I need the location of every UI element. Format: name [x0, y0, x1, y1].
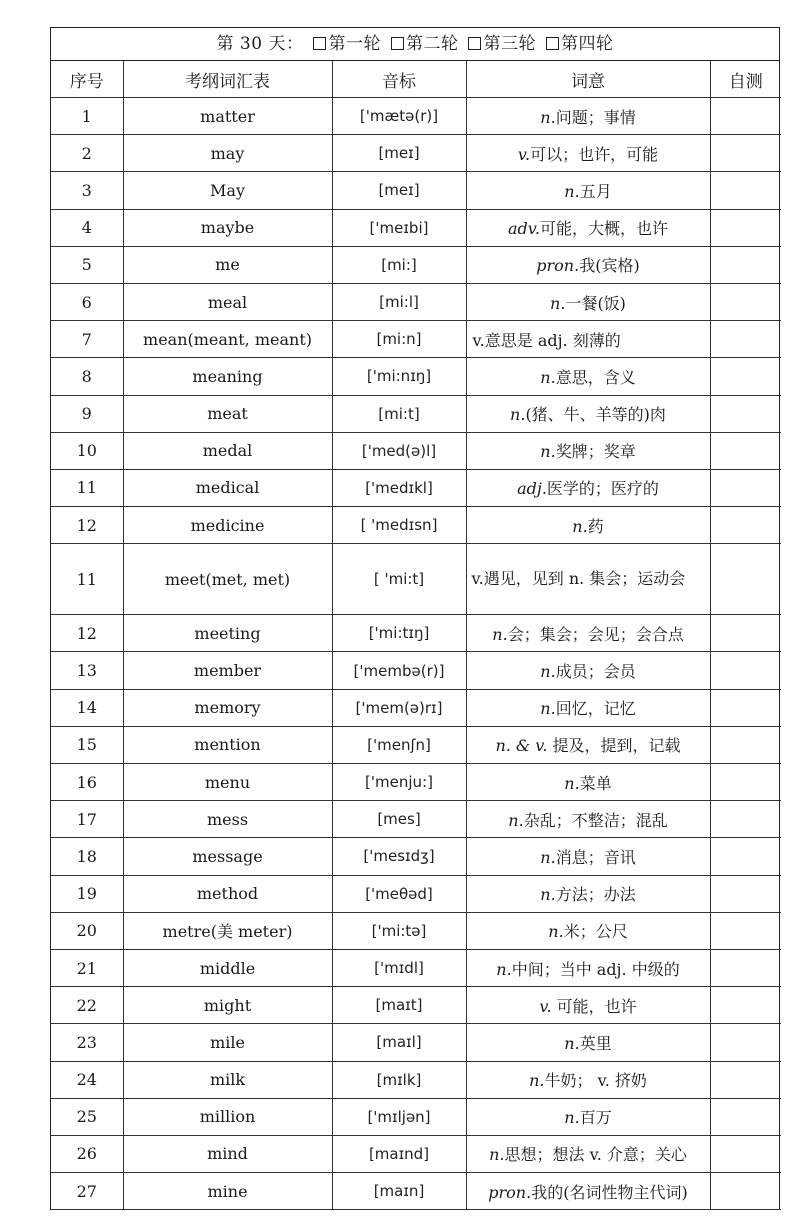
table-row: [51, 1135, 781, 1172]
definition-text: 回忆，记忆: [555, 699, 636, 719]
round-2-label: 第二轮: [405, 34, 459, 54]
meaning: [466, 432, 710, 469]
word: might: [123, 987, 332, 1024]
definition-text: 会；集会；会见；会合点: [507, 624, 684, 644]
part-of-speech: n.: [540, 107, 556, 127]
meaning: [466, 135, 710, 172]
part-of-speech: pron.: [488, 1182, 532, 1202]
row-number: 19: [51, 875, 123, 912]
table-row: [51, 801, 781, 838]
table-row: [51, 615, 781, 652]
word: mine: [123, 1173, 332, 1210]
part-of-speech: n.: [540, 847, 556, 867]
row-number: 4: [51, 209, 123, 246]
phonetic: ['menju:]: [332, 764, 466, 801]
part-of-speech: n.: [550, 293, 566, 313]
meaning: [466, 1098, 710, 1135]
phonetic: ['menʃn]: [332, 726, 466, 763]
row-number: 9: [51, 395, 123, 432]
part-of-speech: n. & v.: [495, 736, 548, 756]
part-of-speech: n.: [508, 810, 524, 830]
row-number: 12: [51, 507, 123, 544]
row-number: 25: [51, 1098, 123, 1135]
definition-text: 百万: [579, 1108, 612, 1128]
part-of-speech: n.: [496, 959, 512, 979]
table-row: [51, 469, 781, 506]
meaning: [466, 801, 710, 838]
part-of-speech: n.: [564, 773, 580, 793]
self-test-cell[interactable]: [710, 949, 781, 986]
part-of-speech: adj.: [517, 479, 547, 499]
definition-text: 杂乱；不整洁；混乱: [523, 810, 668, 830]
row-number: 15: [51, 726, 123, 763]
word: method: [123, 875, 332, 912]
definition-text: v.遇见，见到 n. 集会；运动会: [471, 569, 686, 589]
phonetic: ['mɪdl]: [332, 949, 466, 986]
row-number: 12: [51, 615, 123, 652]
phonetic: [mi:n]: [332, 321, 466, 358]
row-number: 21: [51, 949, 123, 986]
phonetic: ['mi:tɪŋ]: [332, 615, 466, 652]
checkbox-round-1[interactable]: [313, 37, 326, 50]
col-header-number: 序号: [51, 61, 123, 98]
row-number: 13: [51, 652, 123, 689]
meaning: [466, 395, 710, 432]
phonetic: [mɪlk]: [332, 1061, 466, 1098]
self-test-cell[interactable]: [710, 1135, 781, 1172]
part-of-speech: n.: [564, 181, 580, 201]
self-test-cell[interactable]: [710, 652, 781, 689]
phonetic: ['mi:tə]: [332, 912, 466, 949]
row-number: 7: [51, 321, 123, 358]
table-row: [51, 507, 781, 544]
self-test-cell[interactable]: [710, 283, 781, 320]
table-row: [51, 726, 781, 763]
meaning: [466, 949, 710, 986]
part-of-speech: n.: [564, 1108, 580, 1128]
word: mind: [123, 1135, 332, 1172]
table-row: [51, 544, 781, 615]
self-test-cell[interactable]: [710, 544, 781, 615]
round-1-label: 第一轮: [328, 34, 381, 54]
word: mile: [123, 1024, 332, 1061]
table-row: [51, 689, 781, 726]
phonetic: ['meθəd]: [332, 875, 466, 912]
part-of-speech: n.: [540, 885, 556, 905]
definition-text: 药: [587, 516, 604, 536]
word: message: [123, 838, 332, 875]
definition-text: 我(宾格): [579, 256, 640, 276]
phonetic: [mes]: [332, 801, 466, 838]
definition-text: 英里: [579, 1033, 612, 1053]
table-row: [51, 135, 781, 172]
table-row: [51, 987, 781, 1024]
row-number: 16: [51, 764, 123, 801]
table-row: [51, 1173, 781, 1210]
part-of-speech: n.: [492, 624, 508, 644]
row-number: 11: [51, 469, 123, 506]
definition-text: (猪、牛、羊等的)肉: [525, 405, 666, 425]
row-number: 26: [51, 1135, 123, 1172]
table-row: [51, 1098, 781, 1135]
part-of-speech: n.: [540, 699, 556, 719]
self-test-cell[interactable]: [710, 1098, 781, 1135]
phonetic: [mi:l]: [332, 283, 466, 320]
definition-text: 奖牌；奖章: [555, 442, 636, 462]
table-row: [51, 283, 781, 320]
definition-text: 五月: [579, 181, 612, 201]
meaning: [466, 209, 710, 246]
meaning: [466, 507, 710, 544]
part-of-speech: n.: [540, 367, 556, 387]
row-number: 5: [51, 246, 123, 283]
word: middle: [123, 949, 332, 986]
definition-text: 提及，提到，记载: [547, 736, 681, 756]
self-test-cell[interactable]: [710, 1173, 781, 1210]
word: meeting: [123, 615, 332, 652]
table-row: [51, 432, 781, 469]
row-number: 2: [51, 135, 123, 172]
table-row: [51, 949, 781, 986]
self-test-cell[interactable]: [710, 912, 781, 949]
row-number: 22: [51, 987, 123, 1024]
meaning: [466, 321, 710, 358]
self-test-cell[interactable]: [710, 689, 781, 726]
meaning: [466, 764, 710, 801]
meaning: [466, 838, 710, 875]
day-label: 第 30 天：: [216, 34, 304, 54]
part-of-speech: v.: [517, 144, 531, 164]
row-number: 10: [51, 432, 123, 469]
self-test-cell[interactable]: [710, 358, 781, 395]
meaning: [466, 689, 710, 726]
self-test-cell[interactable]: [710, 469, 781, 506]
self-test-cell[interactable]: [710, 801, 781, 838]
part-of-speech: n.: [510, 405, 526, 425]
meaning: [466, 912, 710, 949]
phonetic: [ 'medɪsn]: [332, 507, 466, 544]
definition-text: 米；公尺: [563, 922, 628, 942]
word: million: [123, 1098, 332, 1135]
phonetic: ['membə(r)]: [332, 652, 466, 689]
table-row: [51, 395, 781, 432]
self-test-cell[interactable]: [710, 135, 781, 172]
word: metre(美 meter): [123, 912, 332, 949]
definition-text: 消息；音讯: [555, 847, 636, 867]
meaning: [466, 1173, 710, 1210]
meaning: [466, 283, 710, 320]
definition-text: v.意思是 adj. 刻薄的: [472, 330, 621, 350]
word: memory: [123, 689, 332, 726]
part-of-speech: n.: [548, 922, 564, 942]
round-3-label: 第三轮: [483, 34, 536, 54]
definition-text: 牛奶； v. 挤奶: [544, 1071, 647, 1091]
meaning: [466, 615, 710, 652]
self-test-cell[interactable]: [710, 987, 781, 1024]
part-of-speech: adv.: [507, 219, 540, 239]
part-of-speech: n.: [489, 1145, 505, 1165]
word: menu: [123, 764, 332, 801]
table-row: [51, 209, 781, 246]
meaning: [466, 246, 710, 283]
phonetic: [maɪn]: [332, 1173, 466, 1210]
table-row: [51, 838, 781, 875]
word: meaning: [123, 358, 332, 395]
self-test-cell[interactable]: [710, 395, 781, 432]
meaning: [466, 652, 710, 689]
definition-text: 可能，大概，也许: [540, 219, 669, 239]
self-test-cell[interactable]: [710, 1061, 781, 1098]
row-number: 24: [51, 1061, 123, 1098]
table-row: [51, 912, 781, 949]
col-header-self-test: 自测: [710, 61, 781, 98]
vocabulary-sheet: [50, 27, 780, 1210]
table-row: [51, 652, 781, 689]
definition-text: 方法；办法: [555, 885, 636, 905]
word: milk: [123, 1061, 332, 1098]
row-number: 14: [51, 689, 123, 726]
phonetic: [ 'mi:t]: [332, 544, 466, 615]
meaning: [466, 98, 710, 135]
word: maybe: [123, 209, 332, 246]
row-number: 17: [51, 801, 123, 838]
table-row: [51, 172, 781, 209]
definition-text: 可能，也许: [551, 996, 637, 1016]
meaning: [466, 987, 710, 1024]
word: medal: [123, 432, 332, 469]
self-test-cell[interactable]: [710, 764, 781, 801]
part-of-speech: n.: [529, 1071, 545, 1091]
word: mean(meant, meant): [123, 321, 332, 358]
row-number: 1: [51, 98, 123, 135]
phonetic: ['mi:nɪŋ]: [332, 358, 466, 395]
word: matter: [123, 98, 332, 135]
definition-text: 菜单: [579, 773, 612, 793]
col-header-meaning: 词意: [466, 61, 710, 98]
phonetic: ['med(ə)l]: [332, 432, 466, 469]
meaning: [466, 1135, 710, 1172]
word: meet(met, met): [123, 544, 332, 615]
word: may: [123, 135, 332, 172]
meaning: [466, 1024, 710, 1061]
meaning: [466, 172, 710, 209]
table-row: [51, 875, 781, 912]
definition-text: 医学的；医疗的: [546, 479, 659, 499]
table-row: [51, 321, 781, 358]
self-test-cell[interactable]: [710, 615, 781, 652]
self-test-cell[interactable]: [710, 432, 781, 469]
self-test-cell[interactable]: [710, 875, 781, 912]
definition-text: 一餐(饭): [565, 293, 626, 313]
meaning: [466, 544, 710, 615]
row-number: 20: [51, 912, 123, 949]
day-header: [51, 28, 779, 61]
definition-text: 我的(名词性物主代词): [531, 1182, 688, 1202]
meaning: [466, 726, 710, 763]
row-number: 8: [51, 358, 123, 395]
table-row: [51, 1061, 781, 1098]
definition-text: 可以；也许，可能: [530, 144, 659, 164]
part-of-speech: n.: [564, 1033, 580, 1053]
word: medicine: [123, 507, 332, 544]
word: me: [123, 246, 332, 283]
phonetic: ['mem(ə)rɪ]: [332, 689, 466, 726]
phonetic: [maɪnd]: [332, 1135, 466, 1172]
phonetic: [maɪl]: [332, 1024, 466, 1061]
self-test-cell[interactable]: [710, 507, 781, 544]
self-test-cell[interactable]: [710, 321, 781, 358]
table-row: [51, 358, 781, 395]
vocabulary-table: [51, 61, 781, 1210]
table-header-row: [51, 61, 781, 98]
self-test-cell[interactable]: [710, 838, 781, 875]
self-test-cell[interactable]: [710, 246, 781, 283]
part-of-speech: n.: [572, 516, 588, 536]
self-test-cell[interactable]: [710, 172, 781, 209]
definition-text: 中间；当中 adj. 中级的: [511, 959, 680, 979]
row-number: 18: [51, 838, 123, 875]
meaning: [466, 469, 710, 506]
meaning: [466, 358, 710, 395]
part-of-speech: n.: [540, 662, 556, 682]
table-row: [51, 764, 781, 801]
phonetic: [meɪ]: [332, 135, 466, 172]
meaning: [466, 1061, 710, 1098]
self-test-cell[interactable]: [710, 209, 781, 246]
row-number: 27: [51, 1173, 123, 1210]
word: mess: [123, 801, 332, 838]
phonetic: ['mɪljən]: [332, 1098, 466, 1135]
row-number: 11: [51, 544, 123, 615]
checkbox-round-4[interactable]: [546, 37, 559, 50]
definition-text: 思想；想法 v. 介意；关心: [504, 1145, 687, 1165]
phonetic: ['medɪkl]: [332, 469, 466, 506]
meaning: [466, 875, 710, 912]
phonetic: [mi:t]: [332, 395, 466, 432]
definition-text: 问题；事情: [555, 107, 636, 127]
col-header-word: 考纲词汇表: [123, 61, 332, 98]
checkbox-round-2[interactable]: [391, 37, 404, 50]
phonetic: [maɪt]: [332, 987, 466, 1024]
self-test-cell[interactable]: [710, 98, 781, 135]
round-4-label: 第四轮: [560, 34, 614, 54]
word: medical: [123, 469, 332, 506]
table-row: [51, 98, 781, 135]
row-number: 3: [51, 172, 123, 209]
table-row: [51, 1024, 781, 1061]
word: meat: [123, 395, 332, 432]
word: May: [123, 172, 332, 209]
phonetic: ['mesɪdʒ]: [332, 838, 466, 875]
col-header-phonetic: 音标: [332, 61, 466, 98]
self-test-cell[interactable]: [710, 1024, 781, 1061]
word: member: [123, 652, 332, 689]
self-test-cell[interactable]: [710, 726, 781, 763]
phonetic: ['meɪbi]: [332, 209, 466, 246]
part-of-speech: pron.: [536, 256, 580, 276]
phonetic: [mi:]: [332, 246, 466, 283]
row-number: 23: [51, 1024, 123, 1061]
definition-text: 成员；会员: [555, 662, 636, 682]
phonetic: ['mætə(r)]: [332, 98, 466, 135]
checkbox-round-3[interactable]: [468, 37, 481, 50]
phonetic: [meɪ]: [332, 172, 466, 209]
definition-text: 意思，含义: [555, 367, 636, 387]
part-of-speech: v.: [539, 996, 552, 1016]
word: mention: [123, 726, 332, 763]
word: meal: [123, 283, 332, 320]
part-of-speech: n.: [540, 442, 556, 462]
row-number: 6: [51, 283, 123, 320]
table-row: [51, 246, 781, 283]
